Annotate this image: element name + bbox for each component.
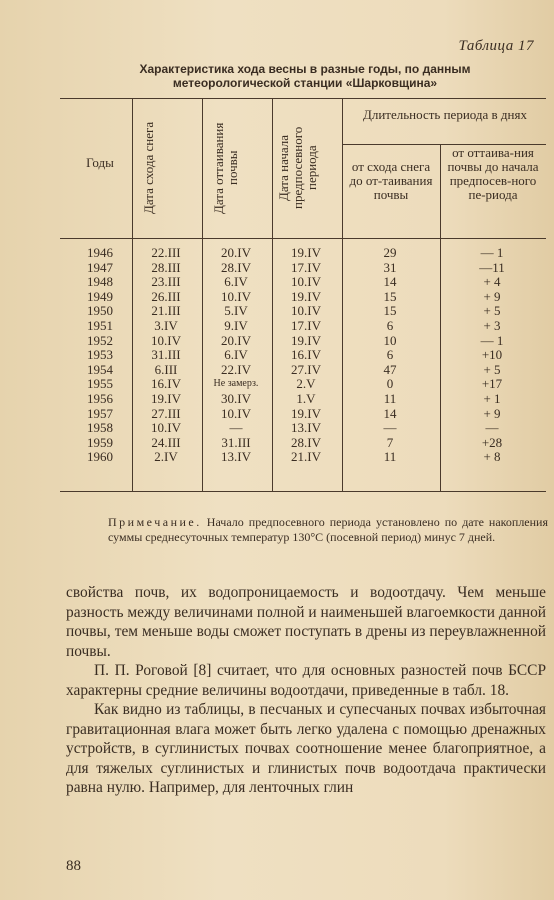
cell-d2: +17: [481, 376, 503, 392]
header-sow-date: Дата начала предпосевного периода: [276, 126, 319, 210]
cell-d2: + 5: [483, 361, 501, 377]
cell-snow: 27.III: [151, 405, 181, 421]
cell-sow: 19.IV: [291, 332, 321, 348]
cell-year: 1952: [87, 332, 113, 348]
table-caption: [60, 62, 550, 90]
table-row: [60, 334, 546, 348]
cell-d1: 11: [383, 449, 397, 465]
cell-thaw: 30.IV: [221, 391, 251, 406]
table-row: [60, 392, 546, 406]
table-row: [60, 261, 546, 275]
paragraph-3: Как видно из таблицы, в песчаных и супесчаных почвах избыточная гравитационная влага может быть легко удалена с помощью дренажных устройств, в суглинистых почвах соотношение менее благоприятное, а для тяжелых суглинистых и глинистых почв водоотдача практически равна нулю. Например, для ленточных глин: [66, 701, 546, 796]
cell-d2: — 1: [480, 245, 504, 260]
cell-sow: 21.IV: [291, 449, 321, 465]
cell-sow: 19.IV: [291, 245, 321, 260]
table-bottom-rule: [60, 491, 546, 492]
cell-sow: 27.IV: [291, 361, 321, 377]
cell-thaw: 13.IV: [221, 449, 251, 465]
table-row: [60, 348, 546, 362]
cell-sow: 13.IV: [291, 420, 321, 436]
cell-year: 1953: [87, 347, 113, 363]
cell-d2: + 9: [483, 288, 501, 304]
cell-snow: 21.III: [151, 303, 181, 319]
cell-sow: 19.IV: [291, 288, 321, 304]
table-row: [60, 246, 546, 260]
cell-thaw: 6.IV: [224, 347, 248, 363]
cell-snow: 24.III: [151, 434, 181, 450]
cell-sow: 28.IV: [291, 434, 321, 450]
cell-d1: 6: [386, 318, 394, 333]
cell-snow: 10.IV: [151, 420, 181, 436]
table-row: [60, 407, 546, 421]
table-row: [60, 436, 546, 450]
cell-sow: 16.IV: [291, 347, 321, 363]
cell-snow: 3.IV: [154, 318, 178, 333]
cell-thaw: 9.IV: [224, 318, 248, 333]
cell-snow: 2.IV: [154, 449, 178, 465]
caption-line-1: Характеристика хода весны в разные годы, по данным: [139, 62, 471, 76]
cell-sow: 19.IV: [291, 405, 321, 421]
spring-table: [60, 98, 546, 493]
cell-snow: 26.III: [151, 288, 181, 304]
cell-d2: + 1: [483, 391, 501, 406]
cell-d2: +10: [481, 347, 503, 363]
header-duration-group: Длительность периода в днях: [363, 107, 527, 122]
cell-snow: 6.III: [154, 361, 178, 377]
cell-year: 1959: [87, 434, 113, 450]
cell-thaw: —: [229, 420, 243, 436]
table-row: [60, 377, 546, 391]
cell-d2: —: [485, 420, 499, 436]
cell-d1: 11: [383, 391, 397, 406]
paragraph-1: свойства почв, их водопроницаемость и водоотдачу. Чем меньше разность между величинами полной и наименьшей влагоемкости данной почвы, тем меньше воды сможет поступать в дрены из переувлажненной почвы.: [66, 584, 546, 660]
cell-snow: 28.III: [151, 259, 181, 275]
cell-snow: 31.III: [151, 347, 181, 363]
cell-d1: 6: [386, 347, 394, 363]
cell-d1: 31: [383, 259, 397, 275]
cell-d2: + 8: [483, 449, 501, 465]
cell-d2: + 5: [483, 303, 501, 319]
note-lead: Примечание.: [108, 515, 202, 529]
table-row: [60, 304, 546, 318]
cell-d1: 0: [386, 376, 394, 392]
cell-snow: 19.IV: [151, 391, 181, 406]
header-thaw-date: Дата оттаивания почвы: [211, 122, 240, 214]
table-number: Таблица 17: [458, 38, 534, 54]
header-dur-snow-thaw: от схода снега до от-таивания почвы: [349, 159, 433, 202]
cell-snow: 10.IV: [151, 332, 181, 348]
table-row: [60, 421, 546, 435]
cell-year: 1947: [87, 259, 113, 275]
header-snow-date: Дата схода снега: [141, 121, 156, 215]
cell-year: 1954: [87, 361, 113, 377]
table-note: [108, 515, 548, 545]
cell-thaw: 20.IV: [221, 245, 251, 260]
cell-d1: 15: [383, 303, 397, 319]
cell-sow: 2.V: [296, 376, 316, 392]
cell-d2: + 9: [483, 405, 501, 421]
cell-d2: +28: [481, 434, 503, 450]
cell-thaw: 5.IV: [224, 303, 248, 319]
cell-year: 1960: [87, 449, 113, 465]
page-number: 88: [66, 858, 81, 874]
cell-snow: 16.IV: [151, 376, 181, 392]
table-row: [60, 275, 546, 289]
cell-year: 1956: [87, 391, 113, 406]
header-years: Годы: [86, 155, 114, 170]
cell-d2: —11: [479, 259, 505, 275]
cell-snow: 23.III: [151, 274, 181, 290]
cell-thaw: 10.IV: [221, 288, 251, 304]
table-row: [60, 363, 546, 377]
cell-d2: + 4: [483, 274, 501, 290]
cell-sow: 10.IV: [291, 274, 321, 290]
cell-thaw: 31.III: [221, 434, 251, 450]
cell-sow: 1.V: [296, 391, 316, 406]
paragraph-2: П. П. Роговой [8] считает, что для основных разностей почв БССР характерны средние величины водоотдачи, приведенные в табл. 18.: [66, 662, 546, 699]
cell-sow: 17.IV: [291, 259, 321, 275]
header-dur-thaw-sow: от оттаива-ния почвы до начала предпосев-ного пе-риода: [447, 145, 539, 202]
cell-year: 1950: [87, 303, 113, 319]
cell-year: 1958: [87, 420, 113, 436]
cell-d1: 47: [383, 361, 397, 377]
cell-d1: 29: [383, 245, 397, 260]
cell-year: 1957: [87, 405, 113, 421]
cell-year: 1955: [87, 376, 113, 392]
table-row: [60, 450, 546, 464]
cell-d1: 14: [383, 405, 397, 421]
cell-thaw: Не замерз.: [213, 378, 259, 390]
cell-thaw: 28.IV: [221, 259, 251, 275]
cell-d1: 15: [383, 288, 397, 304]
table-row: [60, 290, 546, 304]
cell-sow: 17.IV: [291, 318, 321, 333]
note-text: Начало предпосевного периода установлено по дате накопления суммы среднесуточных температур 130°С (посевной период) минус 7 дней.: [108, 515, 548, 544]
cell-snow: 22.III: [151, 245, 181, 260]
table-row: [60, 319, 546, 333]
cell-thaw: 20.IV: [221, 332, 251, 348]
cell-thaw: 6.IV: [224, 274, 248, 290]
cell-d1: 10: [383, 332, 397, 348]
body-text: [66, 583, 546, 798]
cell-year: 1946: [87, 245, 113, 260]
cell-d1: —: [383, 420, 397, 436]
cell-thaw: 22.IV: [221, 361, 251, 377]
cell-d2: + 3: [483, 318, 501, 333]
cell-year: 1948: [87, 274, 113, 290]
cell-year: 1949: [87, 288, 113, 304]
cell-d1: 14: [383, 274, 397, 290]
caption-line-2: метеорологической станции «Шарковщина»: [172, 76, 438, 90]
cell-d1: 7: [386, 434, 394, 450]
cell-thaw: 10.IV: [221, 405, 251, 421]
cell-sow: 10.IV: [291, 303, 321, 319]
cell-d2: — 1: [480, 332, 504, 348]
cell-year: 1951: [87, 318, 113, 333]
